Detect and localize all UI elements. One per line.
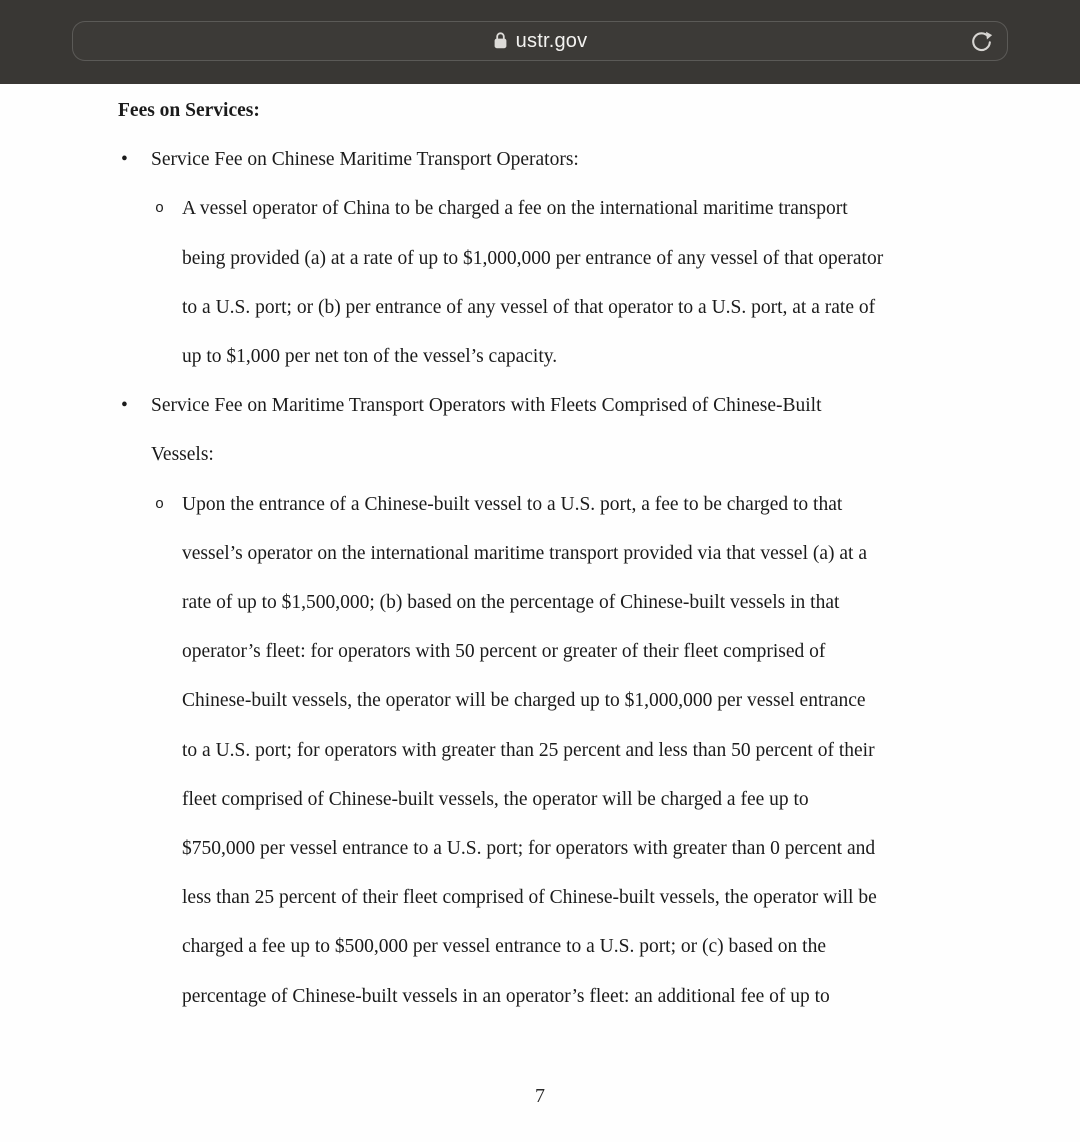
text-line: Chinese-built vessels, the operator will be charged up to $1,000,000 per vessel entrance [182, 690, 866, 712]
reload-button[interactable] [967, 27, 995, 55]
text-line: to a U.S. port; or (b) per entrance of any vessel of that operator to a U.S. port, at a rate of [182, 296, 876, 318]
document-body [118, 84, 962, 1111]
address-bar[interactable] [72, 21, 1008, 61]
url-text: ustr.gov [515, 29, 588, 52]
text-line: percentage of Chinese-built vessels in an operator’s fleet: an additional fee of up to [182, 985, 830, 1007]
text-line: A vessel operator of China to be charged a fee on the international maritime transport [182, 198, 848, 220]
text-line: rate of up to $1,500,000; (b) based on the percentage of Chinese-built vessels in that [182, 592, 840, 614]
document-heading: Fees on Services: [118, 100, 260, 121]
bullet-block-2 [118, 381, 962, 479]
bullet-marker: o [155, 200, 165, 218]
text-line: up to $1,000 per net ton of the vessel’s capacity. [182, 346, 558, 368]
text-line: operator’s fleet: for operators with 50 percent or greater of their fleet comprised of [182, 641, 826, 663]
text-line: Service Fee on Chinese Maritime Transport Operators: [151, 149, 579, 171]
document-page [0, 84, 1080, 1142]
text-line: fleet comprised of Chinese-built vessels, the operator will be charged a fee up to [182, 788, 809, 810]
text-line: charged a fee up to $500,000 per vessel entrance to a U.S. port; or (c) based on the [182, 936, 827, 958]
page-number: 7 [535, 1084, 545, 1107]
text-line: Upon the entrance of a Chinese-built vessel to a U.S. port, a fee to be charged to that [182, 493, 843, 515]
lock-icon [493, 31, 508, 50]
text-line: being provided (a) at a rate of up to $1,000,000 per entrance of any vessel of that operator [182, 247, 884, 269]
address-bar-center [73, 22, 1007, 60]
bullet-block-3 [118, 480, 962, 1021]
text-line: $750,000 per vessel entrance to a U.S. port; for operators with greater than 0 percent and [182, 838, 876, 860]
bullet-block-1 [118, 184, 962, 381]
bullet-blocks [118, 135, 962, 1021]
text-line: vessel’s operator on the international maritime transport provided via that vessel (a) at a [182, 542, 867, 564]
browser-chrome [0, 0, 1080, 84]
text-line: less than 25 percent of their fleet comprised of Chinese-built vessels, the operator will be [182, 887, 877, 909]
bullet-marker: • [121, 149, 128, 171]
text-line: to a U.S. port; for operators with greater than 25 percent and less than 50 percent of their [182, 739, 875, 761]
bullet-marker: o [155, 495, 165, 513]
text-line: Service Fee on Maritime Transport Operators with Fleets Comprised of Chinese-Built [151, 395, 822, 417]
bullet-marker: • [121, 395, 128, 417]
reload-icon [969, 29, 994, 54]
text-line: Vessels: [151, 444, 214, 466]
bullet-block-0 [118, 135, 962, 184]
